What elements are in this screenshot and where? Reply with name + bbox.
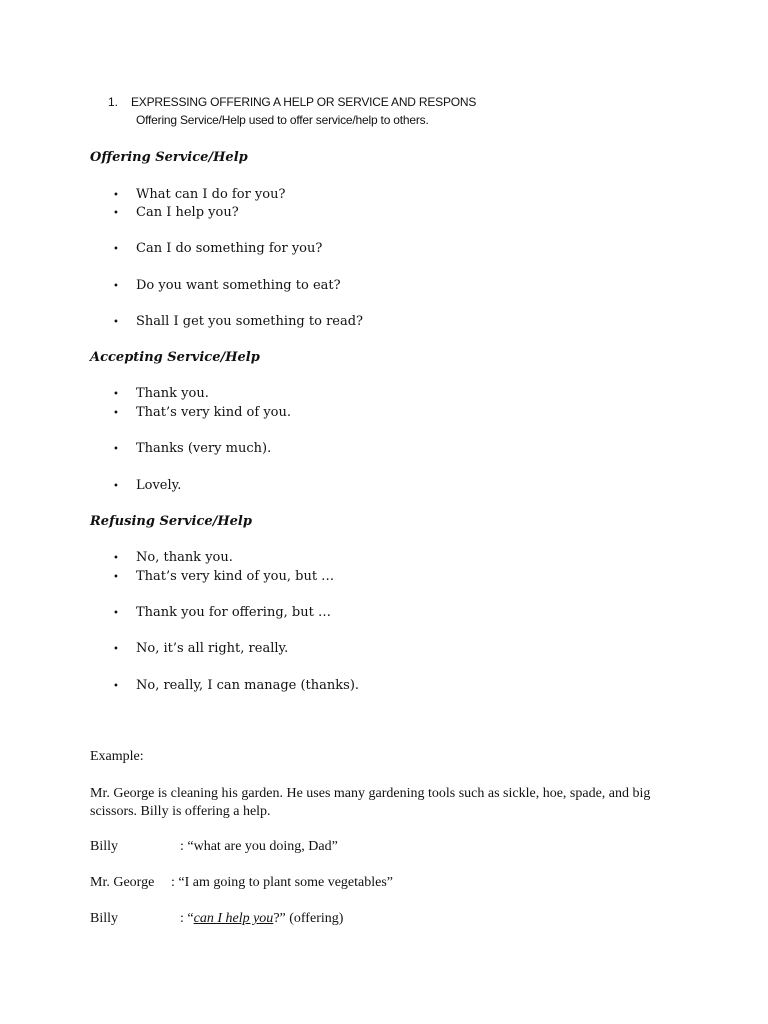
list-item: Thanks (very much). (136, 441, 272, 456)
bullet: • (113, 317, 119, 328)
dialogue-line: : “what are you doing, Dad” (180, 839, 338, 854)
bullet: • (113, 389, 119, 400)
heading-title: EXPRESSING OFFERING A HELP OR SERVICE AND RESPONS (131, 95, 477, 109)
section-title-refusing: Refusing Service/Help (90, 514, 252, 529)
dialogue-line-end: ?” (offering) (273, 911, 344, 926)
list-item: No, really, I can manage (thanks). (136, 678, 360, 693)
bullet: • (113, 244, 119, 255)
bullet: • (113, 481, 119, 492)
list-item: Lovely. (136, 478, 182, 493)
heading-number: 1. (108, 95, 119, 109)
heading-subtitle: Offering Service/Help used to offer service/help to others. (136, 113, 429, 127)
dialogue-line-start: : “ (180, 911, 194, 926)
list-item: What can I do for you? (136, 187, 286, 202)
dialogue-speaker: Billy (90, 911, 119, 926)
list-item: Can I help you? (136, 205, 239, 220)
list-item: Thank you. (136, 386, 209, 401)
list-item: That’s very kind of you, but … (136, 569, 335, 584)
bullet: • (113, 281, 119, 292)
example-label: Example: (90, 749, 144, 764)
bullet: • (113, 190, 119, 201)
list-item: That’s very kind of you. (136, 405, 291, 420)
bullet: • (113, 681, 119, 692)
dialogue-line: : “I am going to plant some vegetables” (171, 875, 393, 890)
list-item: Thank you for offering, but … (136, 605, 331, 620)
list-item: No, it’s all right, really. (136, 641, 289, 656)
bullet: • (113, 208, 119, 219)
dialogue-line (180, 911, 343, 927)
bullet: • (113, 608, 119, 619)
bullet: • (113, 644, 119, 655)
list-item: Can I do something for you? (136, 241, 323, 256)
bullet: • (113, 572, 119, 583)
bullet: • (113, 553, 119, 564)
list-item: Shall I get you something to read? (136, 314, 364, 329)
underlined-phrase: can I help you (193, 911, 274, 926)
section-title-accepting: Accepting Service/Help (90, 350, 260, 365)
bullet: • (113, 408, 119, 419)
list-item: Do you want something to eat? (136, 278, 341, 293)
list-item: No, thank you. (136, 550, 233, 565)
example-paragraph: Mr. George is cleaning his garden. He uses many gardening tools such as sickle, hoe, spade, and big scissors. Billy is offering a help. (90, 786, 651, 819)
section-title-offering: Offering Service/Help (90, 150, 248, 165)
bullet: • (113, 444, 119, 455)
dialogue-speaker: Billy (90, 839, 119, 854)
dialogue-speaker: Mr. George (90, 875, 155, 890)
